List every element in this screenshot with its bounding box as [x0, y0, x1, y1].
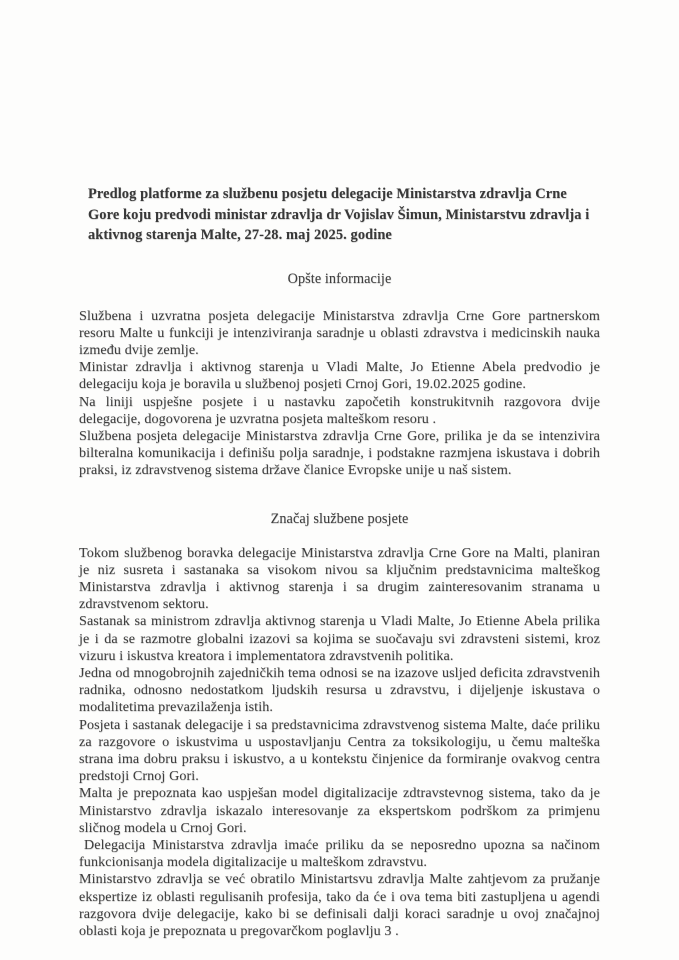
- section-znacaj-sluzbene-posjete: [79, 545, 600, 941]
- section-opste-informacije: [79, 308, 600, 480]
- paragraph: Jedna od mnogobrojnih zajedničkih tema odnosi se na izazove usljed deficita zdravstvenih radnika, odnosno nedostatkom ljudskih resursa u zdravstvu, i dijeljenje iskustava o modalitetima prevazilaženja istih.: [79, 664, 600, 716]
- document-content: [79, 184, 600, 940]
- paragraph: Na liniji uspješne posjete i u nastavku započetih konstrukitvnih razgovora dvije delegacije, dogovorena je uzvratna posjeta malteškom resoru .: [79, 393, 600, 427]
- document-title: Predlog platforme za službenu posjetu delegacije Ministarstva zdravlja Crne Gore koju predvodi ministar zdravlja dr Vojislav Šimun, Ministarstvu zdravlja i aktivnog starenja Malte, 27-28. maj 2025. godine: [88, 186, 590, 243]
- paragraph: Malta je prepoznata kao uspješan model digitalizacije zdtravstevnog sistema, tako da je Ministarstvo zdravlja iskazalo interesovanje za ekspertskom podrškom za primjenu sličnog modela u Crnoj Gori.: [79, 785, 600, 836]
- paragraph: Ministarstvo zdravlja se već obratilo Ministartsvu zdravlja Malte zahtjevom za pružanje ekspertize iz oblasti regulisanih profesija, tako da će i ova tema biti zastupljena u agendi razgovora dvije delegacije, kako bi se definisali dalji koraci saradnje u ovoj značajnoj oblasti koja je prepoznata u pregovarčkom poglavlju 3 .: [79, 871, 600, 939]
- paragraph: Ministar zdravlja i aktivnog starenja u Vladi Malte, Jo Etienne Abela predvodio je delegaciju koja je boravila u službenoj posjeti Crnoj Gori, 19.02.2025 godine.: [79, 359, 600, 393]
- section-heading-opste-informacije: Opšte informacije: [287, 270, 392, 287]
- paragraph: Službena posjeta delegacije Ministarstva zdravlja Crne Gore, prilika je da se intenzivira bilteralna komunikacija i definišu polja saradnje, i podstakne razmjena iskustava i dobrih praksi, iz zdravstvenog sistema države članice Evropske unije u naš sistem.: [79, 427, 600, 479]
- paragraph: Posjeta i sastanak delegacije i sa predstavnicima zdravstvenog sistema Malte, daće priliku za razgovore o iskustvima u uspostavljanju Centra za toksikologiju, u čemu malteška strana ima dobru praksu i iskustvo, a u kontekstu činjenice da formiranje ovakvog centra predstoji Crnoj Gori.: [79, 716, 600, 785]
- paragraph: Delegacija Ministarstva zdravlja imaće priliku da se neposredno upozna sa načinom funkcionisanja modela digitalizacije u malteškom zdravstvu.: [79, 836, 600, 871]
- section-heading-znacaj-sluzbene-posjete: Značaj službene posjete: [270, 510, 409, 527]
- paragraph: Sastanak sa ministrom zdravlja aktivnog starenja u Vladi Malte, Jo Etienne Abela prilika je i da se razmotre globalni izazovi sa kojima se suočavaju svi zdravsteni sistemi, kroz vizuru i iskustva kreatora i implementatora zdravstvenih politika.: [79, 613, 600, 664]
- paragraph: Tokom službenog boravka delegacije Ministarstva zdravlja Crne Gore na Malti, planiran je niz susreta i sastanaka sa visokom nivou sa ključnim predstavnicima malteškog Ministarstva zdravlja i aktivnog starenja i sa drugim zainteresovanim stranama u zdravstvenom sektoru.: [79, 544, 600, 613]
- paragraph: Službena i uzvratna posjeta delegacije Ministarstva zdravlja Crne Gore partnerskom resoru Malte u funkciji je intenziviranja saradnje u oblasti zdravstva i medicinskih nauka između dvije zemlje.: [79, 307, 600, 358]
